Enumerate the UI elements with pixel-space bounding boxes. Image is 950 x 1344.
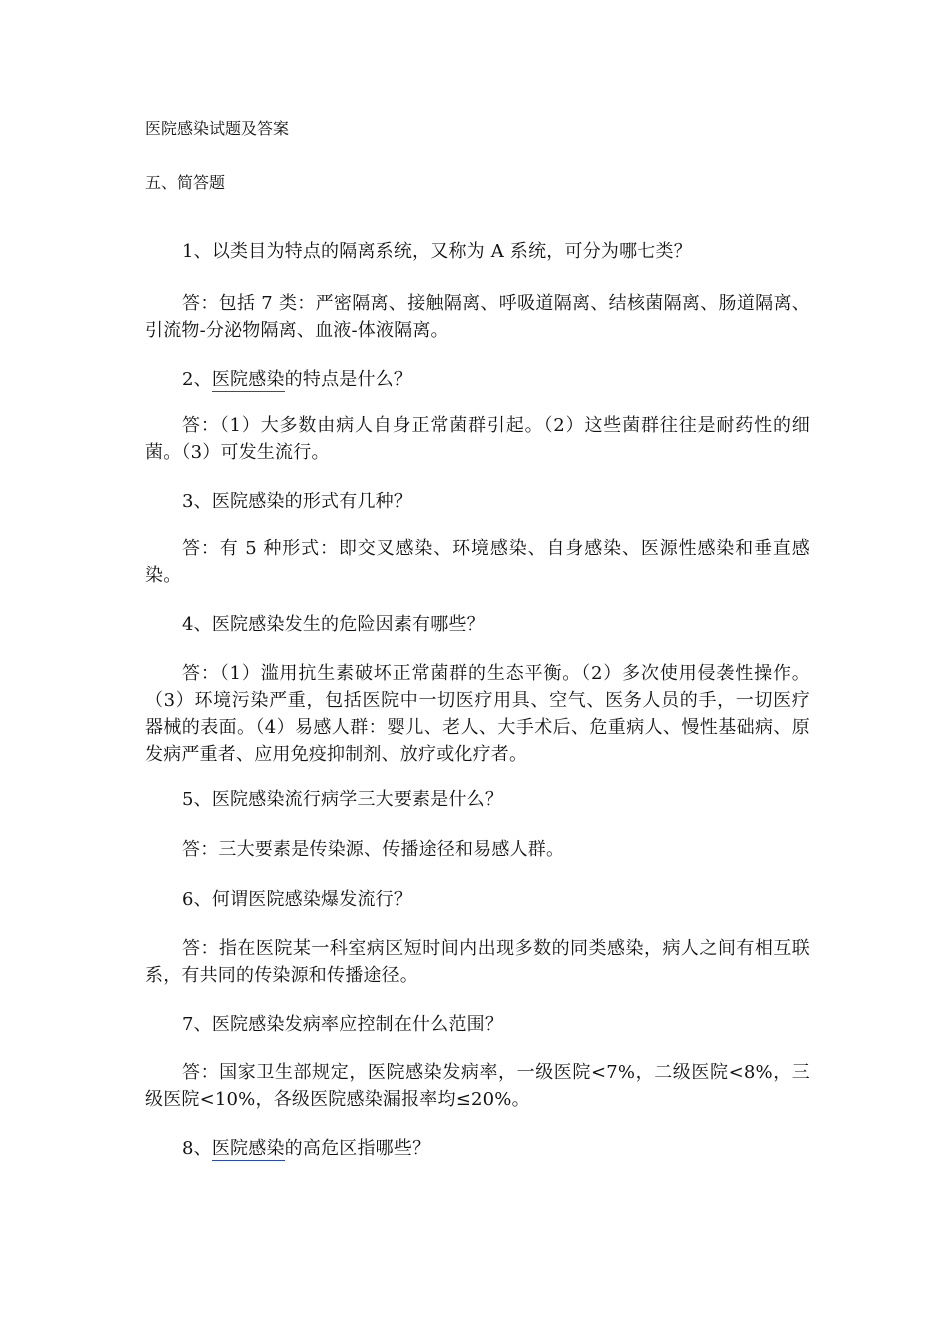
question-5: 5、医院感染流行病学三大要素是什么？ [182, 789, 504, 810]
question-6: 6、何谓医院感染爆发流行？ [182, 889, 413, 910]
answer-7: 答：国家卫生部规定，医院感染发病率，一级医院<7%，二级医院<8%，三级医院<10%，各级医院感染漏报率均≤20%。 [145, 1062, 810, 1110]
document-title: 医院感染试题及答案 [145, 119, 290, 138]
answer-1: 答：包括 7 类：严密隔离、接触隔离、呼吸道隔离、结核菌隔离、肠道隔离、引流物-分泌物隔离、血液-体液隔离。 [145, 293, 810, 341]
answer-2: 答：（1）大多数由病人自身正常菌群引起。（2）这些菌群往往是耐药性的细菌。（3）可发生流行。 [145, 415, 810, 463]
question-3: 3、医院感染的形式有几种？ [182, 491, 413, 512]
question-2-number: 2、 [182, 369, 212, 390]
question-7: 7、医院感染发病率应控制在什么范围？ [182, 1014, 504, 1035]
question-1: 1、以类目为特点的隔离系统，又称为 A 系统，可分为哪七类？ [182, 241, 692, 262]
question-2 [145, 366, 810, 393]
answer-5: 答：三大要素是传染源、传播途径和易感人群。 [182, 839, 565, 860]
answer-6: 答：指在医院某一科室病区短时间内出现多数的同类感染，病人之间有相互联系，有共同的传染源和传播途径。 [145, 938, 810, 986]
answer-3: 答：有 5 种形式：即交叉感染、环境感染、自身感染、医源性感染和垂直感染。 [145, 538, 810, 586]
question-8 [145, 1135, 810, 1162]
question-4: 4、医院感染发生的危险因素有哪些？ [182, 614, 485, 635]
question-8-text: 的高危区指哪些？ [284, 1138, 431, 1159]
answer-4: 答：（1）滥用抗生素破坏正常菌群的生态平衡。（2）多次使用侵袭性操作。（3）环境污染严重，包括医院中一切医疗用具、空气、医务人员的手，一切医疗器械的表面。（4）易感人群：婴儿、老人、大手术后、危重病人、慢性基础病、原发病严重者、应用免疫抑制剂、放疗或化疗者。 [145, 663, 810, 765]
section-title: 五、简答题 [145, 173, 226, 192]
question-2-text: 的特点是什么？ [284, 369, 413, 390]
question-8-number: 8、 [182, 1138, 212, 1159]
hospital-infection-link-2[interactable]: 医院感染 [211, 1138, 285, 1159]
hospital-infection-link[interactable]: 医院感染 [211, 369, 285, 390]
